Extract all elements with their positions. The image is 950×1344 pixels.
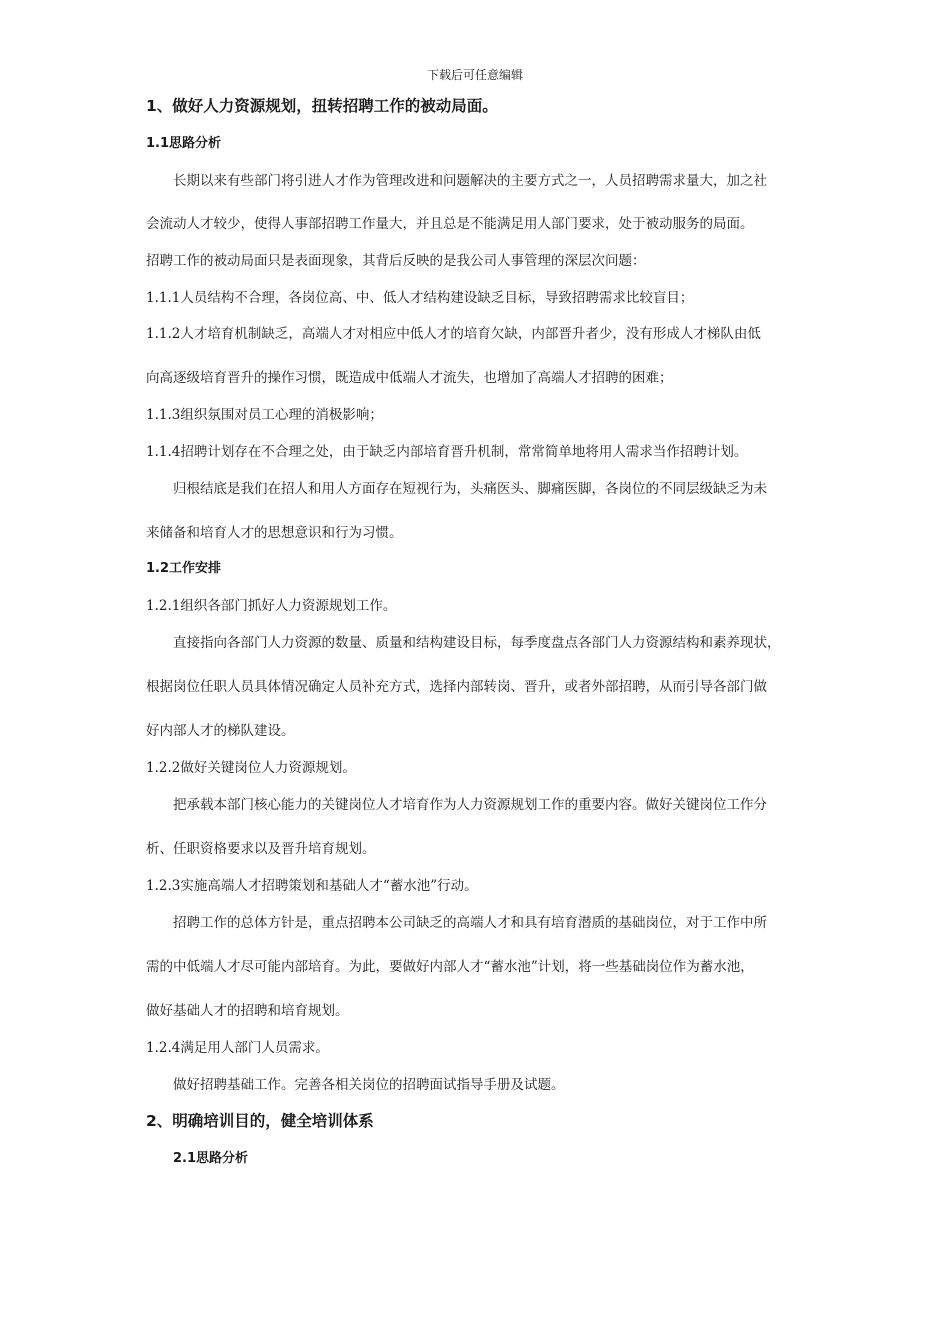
- section-1-1-heading: 1.1思路分析: [146, 136, 222, 151]
- paragraph-1-2-1-line-1: 直接指向各部门人力资源的数量、质量和结构建设目标，每季度盘点各部门人力资源结构和素养现状，: [173, 635, 781, 651]
- section-2-heading: 2、明确培训目的，健全培训体系: [146, 1112, 374, 1130]
- paragraph-1-2-4: 做好招聘基础工作。完善各相关岗位的招聘面试指导手册及试题。: [173, 1077, 565, 1093]
- item-1-1-2-line-1: 1.1.2人才培育机制缺乏，高端人才对相应中低人才的培育欠缺，内部晋升者少，没有形成人才梯队由低: [146, 326, 761, 342]
- paragraph-1-2-1-line-2: 根据岗位任职人员具体情况确定人员补充方式，选择内部转岗、晋升，或者外部招聘，从而引导各部门做: [146, 679, 767, 695]
- section-1-2-heading: 1.2工作安排: [146, 561, 222, 576]
- paragraph-1-2-2-line-2: 析、任职资格要求以及晋升培育规划。: [146, 841, 376, 857]
- item-1-1-2-line-2: 向高逐级培育晋升的操作习惯，既造成中低端人才流失，也增加了高端人才招聘的困难；: [146, 370, 673, 386]
- paragraph-1-2-3-line-3: 做好基础人才的招聘和培育规划。: [146, 1003, 349, 1019]
- page-header: 下载后可任意编辑: [426, 68, 523, 82]
- paragraph-1-2-3-line-2: 需的中低端人才尽可能内部培育。为此，要做好内部人才“蓄水池”计划，将一些基础岗位作为蓄水池，: [146, 959, 754, 975]
- item-1-2-1: 1.2.1组织各部门抓好人力资源规划工作。: [146, 598, 397, 614]
- item-1-2-4: 1.2.4满足用人部门人员需求。: [146, 1040, 329, 1056]
- item-1-1-1: 1.1.1人员结构不合理，各岗位高、中、低人才结构建设缺乏目标，导致招聘需求比较盲目；: [146, 290, 694, 306]
- paragraph-1-2-2-line-1: 把承载本部门核心能力的关键岗位人才培育作为人力资源规划工作的重要内容。做好关键岗位工作分: [173, 797, 767, 813]
- paragraph-1-1-c-line-1: 归根结底是我们在招人和用人方面存在短视行为，头痛医头、脚痛医脚，各岗位的不同层级缺乏为未: [173, 481, 767, 497]
- paragraph-1-1-b: 招聘工作的被动局面只是表面现象，其背后反映的是我公司人事管理的深层次问题：: [146, 253, 646, 269]
- item-1-2-3: 1.2.3实施高端人才招聘策划和基础人才“蓄水池”行动。: [146, 878, 478, 894]
- paragraph-1-2-1-line-3: 好内部人才的梯队建设。: [146, 723, 295, 739]
- paragraph-1-1-a-line-2: 会流动人才较少，使得人事部招聘工作量大，并且总是不能满足用人部门要求，处于被动服务的局面。: [146, 216, 754, 232]
- paragraph-1-1-c-line-2: 来储备和培育人才的思想意识和行为习惯。: [146, 525, 403, 541]
- paragraph-1-1-a-line-1: 长期以来有些部门将引进人才作为管理改进和问题解决的主要方式之一，人员招聘需求量大，加之社: [173, 173, 767, 189]
- item-1-2-2: 1.2.2做好关键岗位人力资源规划。: [146, 760, 356, 776]
- section-2-1-heading: 2.1思路分析: [173, 1151, 249, 1166]
- paragraph-1-2-3-line-1: 招聘工作的总体方针是，重点招聘本公司缺乏的高端人才和具有培育潜质的基础岗位，对于工作中所: [173, 915, 767, 931]
- item-1-1-3: 1.1.3组织氛围对员工心理的消极影响；: [146, 407, 383, 423]
- item-1-1-4: 1.1.4招聘计划存在不合理之处，由于缺乏内部培育晋升机制，常常简单地将用人需求当作招聘计划。: [146, 444, 748, 460]
- section-1-heading: 1、做好人力资源规划，扭转招聘工作的被动局面。: [146, 97, 498, 115]
